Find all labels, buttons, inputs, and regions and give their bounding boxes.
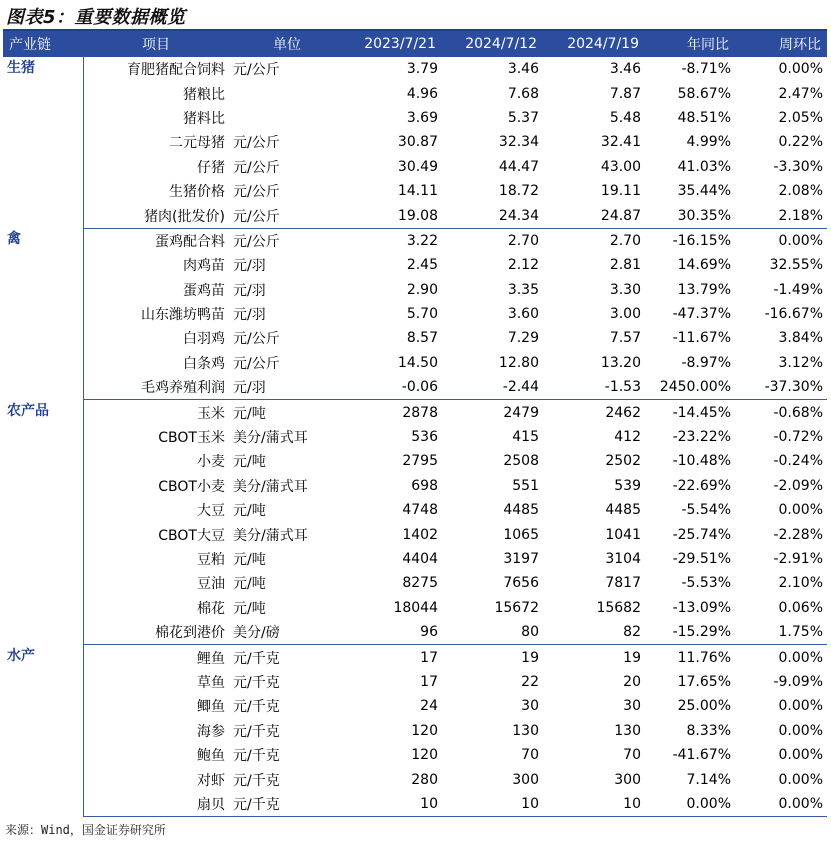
cell-v-2023-07-21: -0.06 [345,375,442,400]
table-row [3,522,827,546]
cell-wow: -16.67% [764,306,823,323]
cell-v-2023-07-21: 536 [411,429,438,446]
table-row [3,81,827,105]
cell-unit: 美分/磅 [229,620,345,645]
cell-item: 白条鸡 [183,355,225,372]
cell-unit: 元/羽 [229,375,345,400]
cell-v-2024-07-12: 22 [521,673,539,690]
cell-v-2024-07-19: 539 [614,477,641,494]
cell-yoy: -8.97% [681,354,731,371]
cell-yoy: 0.00% [645,792,735,817]
cell-item: 草鱼 [197,674,225,691]
cell-unit [229,106,345,130]
table-row [3,203,827,228]
table-row [3,278,827,302]
cell-unit: 元/千克 [229,792,345,817]
cell-wow: -0.72% [773,429,823,446]
cell-unit [229,81,345,105]
cell-unit: 元/公斤 [233,184,280,201]
cell-item: 海参 [197,723,225,740]
cell-item: 二元母猪 [169,135,225,152]
cell-yoy: 11.76% [677,649,731,666]
cell-item: 小麦 [197,454,225,471]
cell-yoy: -13.09% [672,599,731,616]
cell-v-2024-07-19: 32.41 [600,134,641,151]
chart-title: 图表5：重要数据概览 [6,7,186,28]
cell-v-2024-07-19: 4485 [605,502,641,519]
cell-item: 仔猪 [197,159,225,176]
category-label: 生猪 [3,57,83,228]
cell-v-2024-07-12: 1065 [503,526,539,543]
cell-yoy: -8.71% [681,61,731,78]
cell-wow: -0.24% [773,453,823,470]
cell-yoy: -22.69% [672,477,731,494]
cell-yoy: 13.79% [677,281,731,298]
source-note: 来源：Wind，国金证券研究所 [5,823,166,837]
cell-unit: 元/公斤 [229,203,345,228]
category-label: 水产 [3,645,83,817]
cell-wow: 0.00% [778,649,823,666]
cell-item: 蛋鸡苗 [183,282,225,299]
table-row [3,326,827,350]
cell-yoy: 58.67% [677,85,731,102]
cell-v-2024-07-19: 20 [623,673,641,690]
cell-wow: 0.00% [778,747,823,764]
cell-v-2024-07-12: 3197 [503,551,539,567]
table-row [3,57,827,81]
cell-v-2023-07-21: 18044 [393,599,438,616]
cell-wow: 0.22% [778,134,823,151]
cell-v-2024-07-19: 10 [543,792,645,817]
cell-unit: 元/羽 [233,307,266,324]
cell-item: 大豆 [197,503,225,520]
cell-yoy: -11.67% [672,330,731,347]
table-row [3,351,827,375]
table-row [3,547,827,571]
cell-item: 鲤鱼 [197,650,225,667]
cell-item: 棉花到港价 [83,620,229,645]
cell-wow: 2.10% [778,575,823,592]
header-item: 项目 [83,31,229,57]
cell-v-2023-07-21: 19.08 [345,203,442,228]
cell-unit: 美分/蒲式耳 [233,527,308,544]
cell-v-2023-07-21: 120 [411,747,438,764]
cell-wow: 0.00% [778,502,823,519]
cell-yoy: -41.67% [672,747,731,764]
cell-wow: -3.30% [773,158,823,175]
cell-v-2024-07-12: 7656 [503,575,539,592]
cell-item: 猪粮比 [183,86,225,103]
cell-unit: 元/千克 [233,723,280,740]
table-row [3,767,827,791]
table-row [3,106,827,130]
header-unit: 单位 [229,31,345,57]
table-row [3,792,827,817]
cell-v-2024-07-19: 82 [543,620,645,645]
cell-wow: 0.00% [778,61,823,78]
cell-v-2024-07-19: 3.46 [609,61,641,78]
cell-wow: -1.49% [773,281,823,298]
category-label: 禽 [3,228,83,400]
cell-item: 山东潍坊鸭苗 [141,307,225,324]
cell-wow: 1.75% [735,620,827,645]
data-table [3,31,827,817]
cell-v-2023-07-21: 4404 [402,551,438,567]
cell-wow: 32.55% [769,257,823,274]
cell-v-2024-07-12: 3.35 [507,281,539,298]
cell-v-2023-07-21: 4748 [402,502,438,519]
cell-wow: 2.47% [778,85,823,102]
cell-yoy: -15.29% [645,620,735,645]
cell-v-2023-07-21: 30.49 [397,158,438,175]
table-row [3,302,827,326]
table-row [3,719,827,743]
cell-v-2023-07-21: 4.96 [406,85,438,102]
cell-unit: 元/羽 [233,258,266,275]
table-row [3,130,827,154]
cell-item: 猪料比 [183,110,225,127]
cell-unit: 元/吨 [233,600,266,617]
cell-unit: 元/公斤 [233,135,280,152]
cell-v-2023-07-21: 17 [420,649,438,666]
cell-v-2024-07-19: 19 [623,649,641,666]
cell-v-2023-07-21: 14.50 [397,354,438,371]
cell-v-2024-07-19: 2502 [605,453,641,470]
cell-v-2024-07-19: 13.20 [600,354,641,371]
cell-unit: 元/公斤 [233,355,280,372]
cell-v-2024-07-12: 18.72 [498,183,539,200]
cell-unit: 元/吨 [233,552,266,568]
cell-v-2023-07-21: 30.87 [397,134,438,151]
cell-unit: 美分/蒲式耳 [233,478,308,495]
cell-item: 对虾 [197,772,225,789]
cell-v-2024-07-19: 7.57 [609,330,641,347]
cell-yoy: 8.33% [686,722,731,739]
cell-v-2023-07-21: 2.45 [406,257,438,274]
cell-v-2023-07-21: 10 [345,792,442,817]
cell-item: CBOT大豆 [158,527,225,544]
cell-item: CBOT玉米 [158,430,225,447]
cell-yoy: 41.03% [677,158,731,175]
cell-wow: -9.09% [773,673,823,690]
cell-yoy: 14.69% [677,257,731,274]
cell-yoy: 2450.00% [645,375,735,400]
cell-v-2024-07-19: 3.30 [609,281,641,298]
cell-v-2024-07-19: 300 [614,771,641,788]
cell-v-2024-07-19: 43.00 [600,158,641,175]
cell-v-2023-07-21: 17 [420,673,438,690]
cell-unit: 元/吨 [233,503,266,520]
cell-unit: 元/千克 [233,699,280,716]
cell-wow: 0.00% [778,698,823,715]
cell-v-2023-07-21: 8.57 [406,330,438,347]
cell-v-2023-07-21: 8275 [402,575,438,592]
cell-unit: 元/千克 [233,674,280,691]
cell-item: 棉花 [197,600,225,617]
cell-v-2024-07-12: 7.29 [507,330,539,347]
cell-v-2024-07-12: 70 [521,747,539,764]
cell-v-2024-07-19: 2.70 [609,232,641,249]
cell-wow: -0.68% [773,404,823,421]
header-category: 产业链 [3,31,83,57]
cell-wow: 2.05% [778,109,823,126]
cell-v-2023-07-21: 2795 [402,453,438,470]
cell-item: 蛋鸡配合料 [155,233,225,250]
cell-item: CBOT小麦 [158,478,225,495]
cell-v-2024-07-12: 7.68 [507,85,539,102]
cell-v-2023-07-21: 2878 [402,404,438,421]
cell-item: 毛鸡养殖利润 [83,375,229,400]
cell-v-2024-07-12: 2479 [503,404,539,421]
cell-wow: 0.00% [778,722,823,739]
cell-item: 鲍鱼 [197,748,225,765]
cell-item: 生猪价格 [169,184,225,201]
cell-yoy: -5.53% [681,575,731,592]
cell-wow: -2.91% [773,551,823,567]
cell-v-2024-07-12: 44.47 [498,158,539,175]
cell-v-2023-07-21: 3.79 [406,61,438,78]
cell-v-2024-07-12: 2.70 [507,232,539,249]
header-wow: 周环比 [735,31,827,57]
cell-yoy: 25.00% [677,698,731,715]
table-row [3,645,827,670]
cell-v-2023-07-21: 5.70 [406,306,438,323]
cell-v-2024-07-12: 4485 [503,502,539,519]
cell-v-2024-07-12: 551 [512,477,539,494]
cell-v-2023-07-21: 698 [411,477,438,494]
cell-unit: 元/吨 [233,454,266,471]
cell-wow: 0.00% [735,792,827,817]
table-row [3,596,827,620]
cell-v-2024-07-12: 2508 [503,453,539,470]
cell-yoy: -5.54% [681,502,731,519]
header-yoy: 年同比 [645,31,735,57]
cell-v-2024-07-12: 2.12 [507,257,539,274]
cell-v-2024-07-12: 19 [521,649,539,666]
cell-yoy: 7.14% [686,771,731,788]
cell-unit: 元/羽 [233,282,266,299]
table-row [3,253,827,277]
table-row [3,670,827,694]
cell-item: 豆油 [197,576,225,593]
cell-wow: 0.06% [778,599,823,616]
cell-wow: 3.84% [778,330,823,347]
cell-yoy: -29.51% [672,551,731,567]
cell-v-2024-07-19: 5.48 [609,109,641,126]
cell-v-2023-07-21: 3.69 [406,109,438,126]
table-row [3,694,827,718]
category-label: 农产品 [3,400,83,645]
cell-unit: 元/公斤 [233,331,280,348]
cell-v-2023-07-21: 2.90 [406,281,438,298]
cell-yoy: 48.51% [677,109,731,126]
cell-wow: -37.30% [735,375,827,400]
cell-v-2024-07-19: 3104 [605,551,641,567]
table-row [3,620,827,645]
table-header-row [3,31,827,57]
table-row [3,155,827,179]
cell-unit: 元/公斤 [233,233,280,250]
cell-v-2024-07-19: 30 [623,698,641,715]
header-date-2024-07-19: 2024/7/19 [543,31,645,57]
table-body [3,57,827,817]
cell-v-2024-07-19: 70 [623,747,641,764]
cell-yoy: -47.37% [672,306,731,323]
cell-yoy: -25.74% [672,526,731,543]
cell-item: 豆粕 [197,552,225,568]
cell-item: 肉鸡苗 [183,258,225,275]
cell-v-2024-07-12: 415 [512,429,539,446]
cell-v-2024-07-12: 80 [442,620,543,645]
cell-wow: 3.12% [778,354,823,371]
header-date-2024-07-12: 2024/7/12 [442,31,543,57]
cell-item: 鲫鱼 [197,699,225,716]
cell-v-2024-07-12: 10 [442,792,543,817]
cell-v-2024-07-12: 5.37 [507,109,539,126]
cell-item: 白羽鸡 [183,331,225,348]
cell-wow: 2.18% [735,203,827,228]
cell-item: 玉米 [197,405,225,422]
cell-v-2024-07-19: 130 [614,722,641,739]
cell-v-2024-07-19: 1041 [605,526,641,543]
table-row [3,498,827,522]
table-row [3,743,827,767]
cell-v-2023-07-21: 280 [411,771,438,788]
cell-v-2024-07-12: 30 [521,698,539,715]
cell-v-2024-07-19: 3.00 [609,306,641,323]
cell-v-2024-07-12: 15672 [494,599,539,616]
cell-v-2024-07-12: 24.34 [442,203,543,228]
cell-wow: 0.00% [778,232,823,249]
cell-yoy: 35.44% [677,183,731,200]
header-date-2023-07-21: 2023/7/21 [345,31,442,57]
cell-yoy: -10.48% [672,453,731,470]
cell-wow: -2.09% [773,477,823,494]
table-row [3,400,827,425]
cell-v-2023-07-21: 24 [420,698,438,715]
cell-item: 育肥猪配合饲料 [127,62,225,79]
cell-v-2023-07-21: 1402 [402,526,438,543]
cell-v-2024-07-12: 130 [512,722,539,739]
table-row [3,228,827,253]
cell-v-2024-07-19: 2462 [605,404,641,421]
table-row [3,474,827,498]
cell-yoy: -14.45% [672,404,731,421]
cell-v-2023-07-21: 96 [345,620,442,645]
table-row [3,179,827,203]
cell-v-2024-07-19: 7817 [605,575,641,592]
cell-unit: 美分/蒲式耳 [233,430,308,447]
cell-unit: 元/公斤 [233,62,280,79]
cell-v-2024-07-19: 19.11 [600,183,641,200]
cell-v-2024-07-12: 300 [512,771,539,788]
cell-unit: 元/千克 [233,650,280,667]
cell-unit: 元/千克 [233,748,280,765]
cell-wow: 2.08% [778,183,823,200]
cell-yoy: -23.22% [672,429,731,446]
cell-unit: 元/吨 [233,405,266,422]
table-row [3,571,827,595]
cell-v-2024-07-19: 412 [614,429,641,446]
cell-v-2024-07-19: 2.81 [609,257,641,274]
cell-wow: 0.00% [778,771,823,788]
cell-v-2023-07-21: 14.11 [397,183,438,200]
table-row [3,449,827,473]
cell-yoy: 30.35% [645,203,735,228]
cell-unit: 元/千克 [233,772,280,789]
cell-v-2024-07-19: -1.53 [543,375,645,400]
cell-v-2023-07-21: 120 [411,722,438,739]
cell-v-2024-07-19: 24.87 [543,203,645,228]
cell-yoy: 4.99% [686,134,731,151]
cell-yoy: 17.65% [677,673,731,690]
cell-v-2024-07-12: 3.46 [507,61,539,78]
cell-v-2023-07-21: 3.22 [406,232,438,249]
table-row [3,375,827,400]
cell-v-2024-07-19: 7.87 [609,85,641,102]
cell-item: 扇贝 [83,792,229,817]
cell-v-2024-07-12: 12.80 [498,354,539,371]
cell-yoy: -16.15% [672,232,731,249]
cell-v-2024-07-19: 15682 [596,599,641,616]
table-row [3,425,827,449]
cell-v-2024-07-12: 32.34 [498,134,539,151]
cell-wow: -2.28% [773,526,823,543]
cell-v-2024-07-12: 3.60 [507,306,539,323]
cell-v-2024-07-12: -2.44 [442,375,543,400]
cell-item: 猪肉(批发价) [83,203,229,228]
cell-unit: 元/公斤 [233,159,280,176]
cell-unit: 元/吨 [233,576,266,593]
